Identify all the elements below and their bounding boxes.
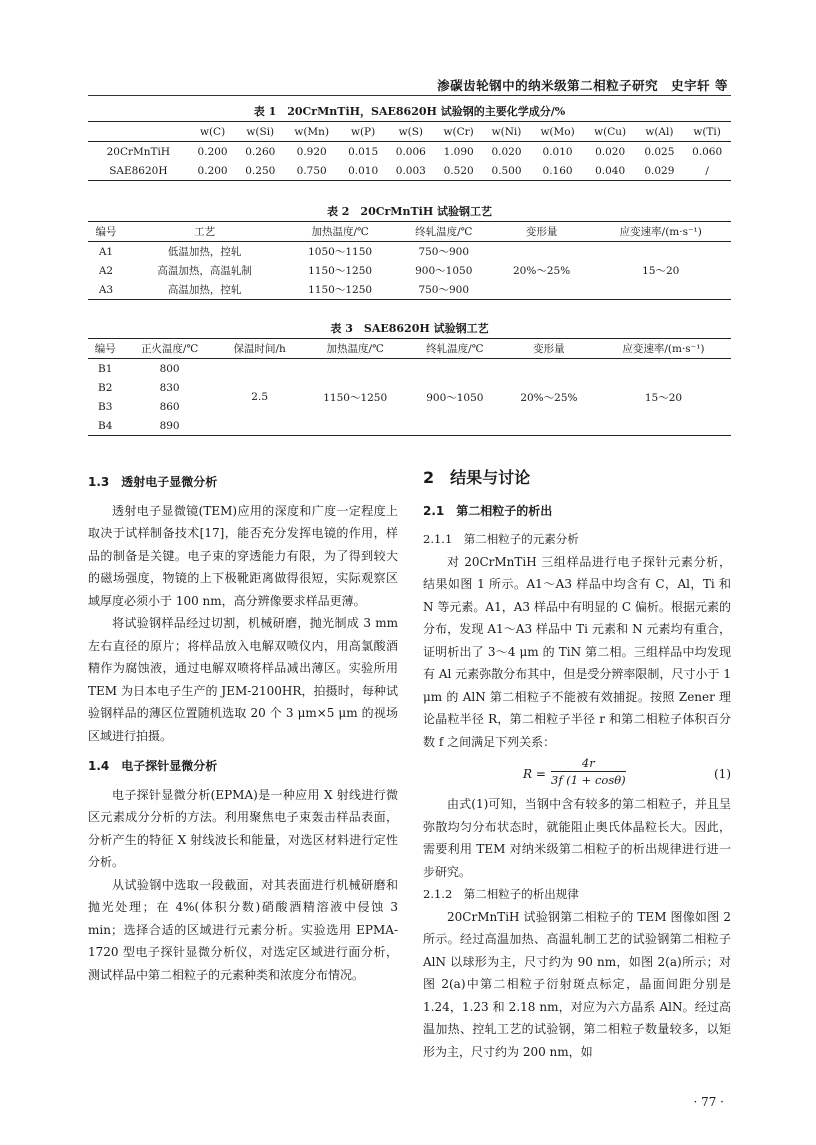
table-cell: 1.090 bbox=[443, 145, 474, 158]
table-header-cell: 保温时间/h bbox=[233, 343, 286, 355]
right-column bbox=[423, 467, 731, 1063]
table3-caption: 表 3 SAE8620H 试验钢工艺 bbox=[330, 322, 489, 335]
table-header-cell: w(Ti) bbox=[693, 125, 721, 138]
table-header-cell: w(C) bbox=[199, 125, 226, 138]
table-cell: 0.200 bbox=[197, 164, 228, 177]
equation-number: (1) bbox=[714, 767, 731, 781]
table-header-cell: 加热温度/℃ bbox=[326, 343, 384, 355]
table-cell: 0.250 bbox=[245, 164, 276, 177]
table-cell: 0.750 bbox=[296, 164, 327, 177]
table-cell: 0.020 bbox=[491, 145, 522, 158]
section-2-1-2-heading: 2.1.2 第二相粒子的析出规律 bbox=[423, 887, 579, 901]
table-cell: 20%～25% bbox=[513, 265, 571, 277]
table-header-cell: w(Si) bbox=[246, 125, 275, 138]
table-header-cell: 终轧温度/℃ bbox=[415, 226, 473, 238]
table-cell: 900～1050 bbox=[415, 265, 473, 277]
table-header-cell: 应变速率/(m·s⁻¹) bbox=[619, 226, 702, 238]
section-2-heading: 2 结果与讨论 bbox=[423, 468, 531, 487]
table-cell: 0.500 bbox=[491, 164, 522, 177]
table-header-cell: 正火温度/℃ bbox=[140, 343, 199, 355]
table-cell: 860 bbox=[159, 400, 180, 413]
table-header-cell: 工艺 bbox=[194, 226, 216, 238]
table-header-cell: 应变速率/(m·s⁻¹) bbox=[622, 343, 705, 355]
equation-lhs: R = bbox=[523, 767, 546, 781]
table-header-cell: w(P) bbox=[350, 125, 376, 138]
paragraph: 透射电子显微镜(TEM)应用的深度和广度一定程度上取决于试样制备技术[17]，能否充分发挥电镜的作用，样品的制备是关键。电子束的穿透能力有限，为了得到较大的磁场强度，物镜的上下极靴距离做得很短，实际观察区域厚度必须小于 100 nm，高分辨像要求样品更薄。 bbox=[88, 503, 398, 608]
table-cell: 0.015 bbox=[348, 145, 379, 158]
table-cell: 1150～1250 bbox=[323, 391, 388, 404]
table-cell: 750～900 bbox=[418, 246, 470, 258]
table-header-cell bbox=[88, 122, 189, 142]
table-cell: 0.160 bbox=[542, 164, 573, 177]
table-header-cell: 加热温度/℃ bbox=[311, 226, 369, 238]
table-header-cell: w(Cu) bbox=[594, 125, 627, 138]
table-cell: 1050～1150 bbox=[308, 246, 373, 258]
table-cell: 0.060 bbox=[692, 145, 723, 158]
table-header-cell: w(Cr) bbox=[443, 125, 474, 138]
table-cell: A1 bbox=[98, 245, 114, 258]
table-cell: A2 bbox=[98, 264, 114, 277]
table-header-cell: 变形量 bbox=[525, 226, 558, 238]
section-1-4-heading: 1.4 电子探针显微分析 bbox=[88, 759, 218, 773]
table-cell: 0.200 bbox=[197, 145, 228, 158]
table-cell: 890 bbox=[159, 419, 180, 432]
table-cell: A3 bbox=[98, 283, 114, 296]
table-header-cell: 终轧温度/℃ bbox=[426, 343, 484, 355]
page-number: · 77 · bbox=[693, 1095, 724, 1109]
left-column bbox=[88, 467, 398, 986]
paragraph: 20CrMnTiH 试验钢第二相粒子的 TEM 图像如图 2 所示。经过高温加热、高温轧制工艺的试验钢第二相粒子 AlN 以球形为主，尺寸约为 90 nm，如图 2(a)所示；对图 2(a)中第二相粒子衍射斑点标定，晶面间距分别是 1.24，1.23 和 2.18 nm，对应为六方晶系 AlN。经过高温加热、控轧工艺的试验钢，第二相粒子数量较多，以矩形为主，尺寸约为 200 nm，如 bbox=[423, 909, 731, 1059]
table-cell: 1150～1250 bbox=[308, 284, 373, 296]
table-cell: 750～900 bbox=[418, 284, 470, 296]
table-cell: 15～20 bbox=[642, 265, 680, 277]
table-cell: 20CrMnTiH bbox=[106, 145, 171, 158]
equation-numerator: 4r bbox=[551, 755, 626, 772]
section-2-1-1-heading: 2.1.1 第二相粒子的元素分析 bbox=[423, 532, 579, 546]
paragraph: 电子探针显微分析(EPMA)是一种应用 X 射线进行微区元素成分分析的方法。利用聚焦电子束轰击样品表面，分析产生的特征 X 射线波长和能量，对选区材料进行定性分析。 bbox=[88, 787, 398, 869]
table-header-cell: w(Ni) bbox=[491, 125, 522, 138]
table-cell: 0.029 bbox=[644, 164, 675, 177]
table-cell: 900～1050 bbox=[426, 391, 484, 404]
table3 bbox=[88, 338, 731, 436]
table-cell: 高温加热，控轧 bbox=[167, 284, 242, 296]
table-cell: 高温加热，高温轧制 bbox=[157, 265, 252, 277]
table-cell: 0.040 bbox=[595, 164, 626, 177]
table-cell: 2.5 bbox=[251, 391, 268, 403]
table-cell: 15～20 bbox=[644, 391, 683, 404]
table-cell: 1150～1250 bbox=[308, 265, 373, 277]
equation-fraction bbox=[551, 755, 626, 788]
table1-caption: 表 1 20CrMnTiH，SAE8620H 试验钢的主要化学成分/% bbox=[253, 105, 566, 118]
table-cell: B1 bbox=[98, 362, 113, 375]
table-row bbox=[88, 359, 731, 379]
table-cell: 0.006 bbox=[395, 145, 426, 158]
table-cell: 0.010 bbox=[348, 164, 379, 177]
header-rule bbox=[88, 95, 731, 96]
table-header-cell: 编号 bbox=[94, 343, 116, 355]
table-header-cell: w(Mo) bbox=[540, 125, 575, 138]
table-cell: 830 bbox=[159, 381, 180, 394]
table-row bbox=[88, 161, 731, 181]
table-row bbox=[88, 142, 731, 162]
paragraph: 从试验钢中选取一段截面，对其表面进行机械研磨和抛光处理；在 4%(体积分数)硝酸酒精溶液中侵蚀 3 min；选择合适的区域进行元素分析。实验选用 EPMA-1720 型电子探针显微分析仪，对选定区域进行面分析，测试样品中第二相粒子的元素种类和浓度分布情况。 bbox=[88, 877, 398, 982]
table-header-cell: w(S) bbox=[398, 125, 423, 138]
table-cell: 0.520 bbox=[443, 164, 474, 177]
table-header-cell: 编号 bbox=[95, 226, 117, 238]
table-cell: 0.260 bbox=[245, 145, 276, 158]
table-row bbox=[88, 242, 731, 262]
table-cell: 0.920 bbox=[296, 145, 327, 158]
table-cell: 0.010 bbox=[542, 145, 573, 158]
table-cell: 800 bbox=[159, 362, 180, 375]
table-cell: 20%～25% bbox=[520, 391, 578, 404]
table-header-cell: w(Al) bbox=[645, 125, 674, 138]
paragraph: 对 20CrMnTiH 三组样品进行电子探针元素分析，结果如图 1 所示。A1～A3 样品中均含有 C，Al，Ti 和 N 等元素。A1，A3 样品中有明显的 C 偏析。根据元素的分布，发现 A1～A3 样品中 Ti 元素和 N 元素均有重合，证明析出了 3～4 μm 的 TiN 第二相。三组样品中均发现有 Al 元素弥散分布其中，但是受分辨率限制，尺寸小于 1 μm 的 AlN 第二相粒子不能被有效捕捉。按照 Zener 理论晶粒半径 R，第二相粒子半径 r 和第二相粒子体积百分数 f 之间满足下列关系： bbox=[423, 554, 731, 749]
paragraph: 由式(1)可知，当钢中含有较多的第二相粒子，并且呈弥散均匀分布状态时，就能阻止奥氏体晶粒长大。因此，需要利用 TEM 对纳米级第二相粒子的析出规律进行进一步研究。 bbox=[423, 797, 731, 879]
table-cell: B2 bbox=[98, 381, 113, 394]
equation-denominator: 3f (1 + cosθ) bbox=[551, 773, 626, 787]
table-cell: 0.025 bbox=[644, 145, 675, 158]
table-header-cell: w(Mn) bbox=[294, 125, 330, 138]
table2 bbox=[88, 221, 731, 300]
table-cell: B3 bbox=[98, 400, 113, 413]
running-header: 渗碳齿轮钢中的纳米级第二相粒子研究 史宇轩 等 bbox=[437, 78, 728, 93]
table-cell: 低温加热，控轧 bbox=[167, 246, 242, 258]
table-cell: / bbox=[705, 164, 709, 177]
table-cell: B4 bbox=[98, 419, 113, 432]
section-2-1-heading: 2.1 第二相粒子的析出 bbox=[423, 503, 553, 518]
table2-caption: 表 2 20CrMnTiH 试验钢工艺 bbox=[326, 205, 493, 218]
table1 bbox=[88, 121, 731, 181]
table-cell: 0.020 bbox=[595, 145, 626, 158]
table-cell: 0.003 bbox=[395, 164, 426, 177]
paragraph: 将试验钢样品经过切割，机械研磨，抛光制成 3 mm 左右直径的原片；将样品放入电解双喷仪内，用高氯酸酒精作为腐蚀液，通过电解双喷将样品减出薄区。实验所用 TEM 为日本电子生产的 JEM-2100HR，拍摄时，每种试验钢样品的薄区位置随机选取 20 个 3 μm×5 μm 的视场区域进行拍摄。 bbox=[88, 616, 398, 743]
table-header-cell: 变形量 bbox=[533, 343, 565, 355]
equation-1 bbox=[423, 753, 731, 793]
table-cell: SAE8620H bbox=[109, 164, 168, 177]
section-1-3-heading: 1.3 透射电子显微分析 bbox=[88, 475, 218, 489]
